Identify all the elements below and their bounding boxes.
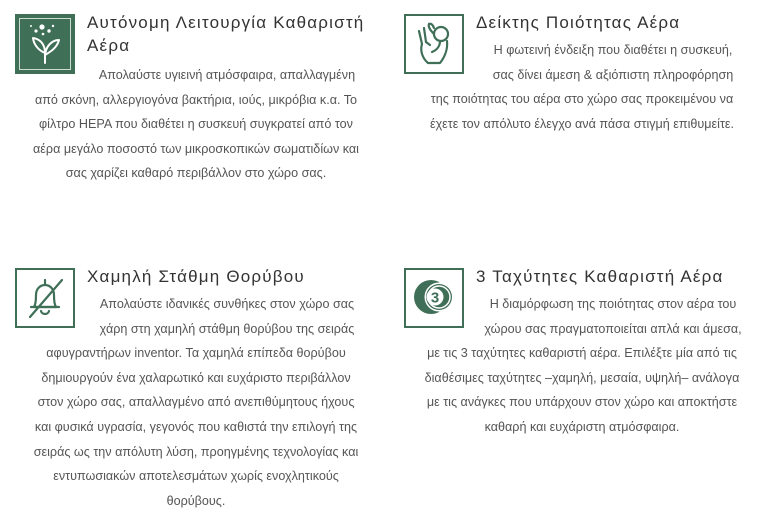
feature-description: Η διαμόρφωση της ποιότητας στον αέρα του χώρου σας πραγματοποιείται απλά και άμεσα, με τις 3 ταχύτητες καθαριστή αέρα. Επιλέξτε μία από τις διαθέσιμες ταχύτητες –χαμηλή, μεσαία, υψηλή– ανάλογα με τις ανάγκες που υπάρχουν στον χώρο και αποκτήστε καθαρή και ευχάριστη ατμόσφαιρα. xyxy=(424,297,742,434)
feature-description: Απολαύστε ιδανικές συνθήκες στον χώρο σας χάρη στη χαμηλή στάθμη θορύβου της σειράς αφυγραντήρων inventor. Τα χαμηλά επίπεδα θορύβου δημιουργούν ένα χαλαρωτικό και ευχάριστο περιβάλλον στον χώρο σας, απαλλαγμένο από ανεπιθύμητους ήχους και φυσικά υγρασία, γεγονός που καθιστά την επιλογή της σειράς ως την απόλυτη λύση, προηγμένης τεχνολογίας και εντυπωσιακών αποτελεσμάτων χωρίς ενοχλητικούς θορύβους. xyxy=(33,297,359,508)
feature-description: Η φωτεινή ένδειξη που διαθέτει η συσκευή, σας δίνει άμεση & αξιόπιστη πληροφόρηση της ποιότητας του αέρα στο χώρο σας προκειμένου να έχετε τον απόλυτο έλεγχο ανά πάσα στιγμή επιθυμείτε. xyxy=(429,43,735,131)
feature-autonomous-operation xyxy=(15,14,377,186)
feature-title: Χαμηλή Στάθμη Θορύβου xyxy=(87,267,305,286)
eco-leaf-sparkle-icon xyxy=(15,14,75,74)
feature-title: 3 Ταχύτητες Καθαριστή Αέρα xyxy=(476,267,724,286)
bell-off-icon xyxy=(15,268,75,328)
feature-title: Δείκτης Ποιότητας Αέρα xyxy=(476,13,681,32)
feature-air-quality-indicator xyxy=(404,14,760,136)
feature-three-speeds xyxy=(404,268,760,440)
three-speed-icon xyxy=(404,268,464,328)
feature-title: Αυτόνομη Λειτουργία Καθαριστή Αέρα xyxy=(87,13,365,55)
feature-description: Απολαύστε υγιεινή ατμόσφαιρα, απαλλαγμένη από σκόνη, αλλεργιογόνα βακτήρια, ιούς, μικρόβια κ.α. Το φίλτρο HEPA που διαθέτει η συσκευή συγκρατεί από τον αέρα μεγάλο ποσοστό των μικροσκοπικών σωματιδίων και σας χαρίζει καθαρό περιβάλλον στο χώρο σας. xyxy=(33,68,359,181)
ok-hand-icon xyxy=(404,14,464,74)
speed-count-label: 3 xyxy=(430,289,440,307)
feature-low-noise xyxy=(15,268,377,513)
